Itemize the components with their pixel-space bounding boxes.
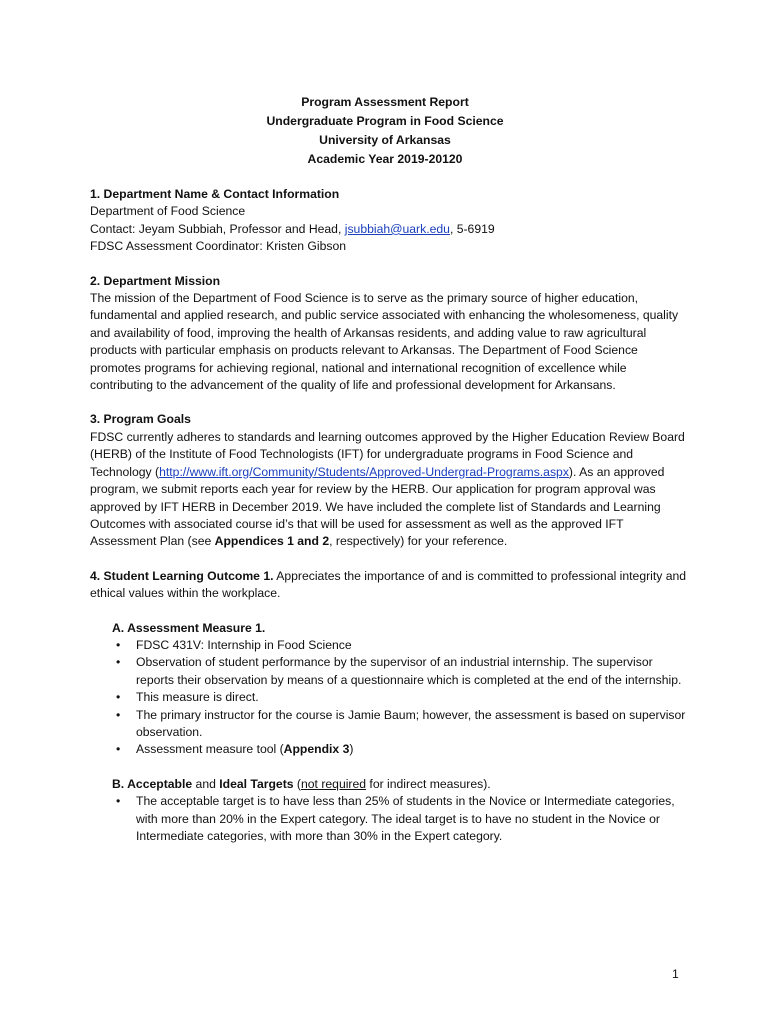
section-4-heading: 4. Student Learning Outcome 1. — [90, 568, 274, 583]
department-name: Department of Food Science — [90, 204, 246, 219]
section-goals — [90, 411, 690, 550]
measure-b-heading — [112, 776, 690, 793]
measure-b-list — [112, 793, 690, 845]
tool-prefix: Assessment measure tool ( — [136, 742, 284, 757]
list-item: • Observation of student performance by the supervisor of an industrial internship. The supervisor reports their observation by means of a questionnaire which is completed at the end of the internship. — [112, 654, 690, 689]
report-title — [80, 93, 690, 169]
contact-line — [90, 221, 690, 238]
appendix-3-reference: Appendix 3 — [283, 742, 350, 757]
contact-email-link[interactable]: jsubbiah@uark.edu — [344, 221, 450, 236]
goals-text-3: , respectively) for your reference. — [329, 534, 508, 549]
outcome-1-text: Appreciates the importance of and is committed to professional integrity and ethical values within the workplace. — [90, 568, 687, 601]
section-1-heading: 1. Department Name & Contact Information — [90, 187, 340, 201]
goals-text-2: ). As an approved program, we submit reports each year for review by the HERB. Our application for program approval was approved by IFT HERB in December 2019. We have included the complete list of Standards and Learning Outcomes with associated course id’s that will be used for assessment as well as the approved IFT Assessment Plan (see — [90, 464, 665, 549]
mission-paragraph: The mission of the Department of Food Science is to serve as the primary source of higher education, fundamental and applied research, and public service associated with enhancing the wholesomeness, quality and availability of food, improving the health of Arkansas residents, and adding value to raw agricultural products with particular emphasis on products relevant to Arkansas. The Department of Food Science promotes programs for achieving regional, national and international recognition of excellence while contributing to the advancement of the quality of life and professional development for Arkansans. — [90, 291, 679, 393]
appendices-reference: Appendices 1 and 2 — [214, 534, 330, 549]
page-number: 1 — [672, 967, 679, 981]
not-required-text: not required — [301, 776, 367, 791]
title-line-3: University of Arkansas — [319, 133, 451, 147]
title-line-4: Academic Year 2019-20120 — [307, 152, 463, 166]
document-page — [90, 93, 690, 845]
section-mission — [90, 273, 690, 395]
list-item: • FDSC 431V: Internship in Food Science — [112, 637, 690, 654]
list-item — [112, 741, 690, 758]
section-2-heading: 2. Department Mission — [90, 273, 221, 288]
contact-prefix: Contact: Jeyam Subbiah, Professor and Head, — [90, 221, 345, 236]
coordinator-line: FDSC Assessment Coordinator: Kristen Gibson — [90, 239, 347, 254]
title-line-1: Program Assessment Report — [301, 95, 469, 109]
assessment-measure-a — [112, 620, 690, 759]
list-item: • The acceptable target is to have less than 25% of students in the Novice or Intermediate categories, with more than 20% in the Expert category. The ideal target is to have no student in the Novice or Intermediate categories, with more than 30% in the Expert category. — [112, 793, 690, 845]
title-line-2: Undergraduate Program in Food Science — [266, 114, 504, 128]
goals-text-1: FDSC currently adheres to standards and learning outcomes approved by the Higher Education Review Board (HERB) of the Institute of Food Technologists (IFT) for undergraduate programs in Food Science and Technology ( — [90, 429, 685, 479]
list-item: • The primary instructor for the course is Jamie Baum; however, the assessment is based on supervisor observation. — [112, 707, 690, 742]
contact-suffix: , 5-6919 — [449, 221, 495, 236]
acceptable-label: Acceptable — [127, 776, 193, 791]
and-text: and — [192, 776, 220, 791]
measure-a-list — [112, 637, 690, 759]
tool-suffix: ) — [349, 742, 354, 757]
ift-programs-link[interactable]: http://www.ift.org/Community/Students/Approved-Undergrad-Programs.aspx — [159, 464, 569, 479]
paren-open: ( — [293, 776, 301, 791]
goals-paragraph — [90, 429, 690, 551]
section-3-heading: 3. Program Goals — [90, 412, 191, 427]
targets-b — [112, 776, 690, 846]
measure-b-letter: B. — [112, 776, 128, 791]
outcome-1-paragraph — [90, 568, 690, 603]
measure-a-heading: A. Assessment Measure 1. — [112, 620, 266, 635]
measure-b-rest: for indirect measures). — [366, 776, 491, 791]
list-item: • This measure is direct. — [112, 689, 690, 706]
section-outcome-1 — [90, 568, 690, 846]
section-contact — [90, 186, 690, 256]
ideal-targets-label: Ideal Targets — [219, 776, 294, 791]
